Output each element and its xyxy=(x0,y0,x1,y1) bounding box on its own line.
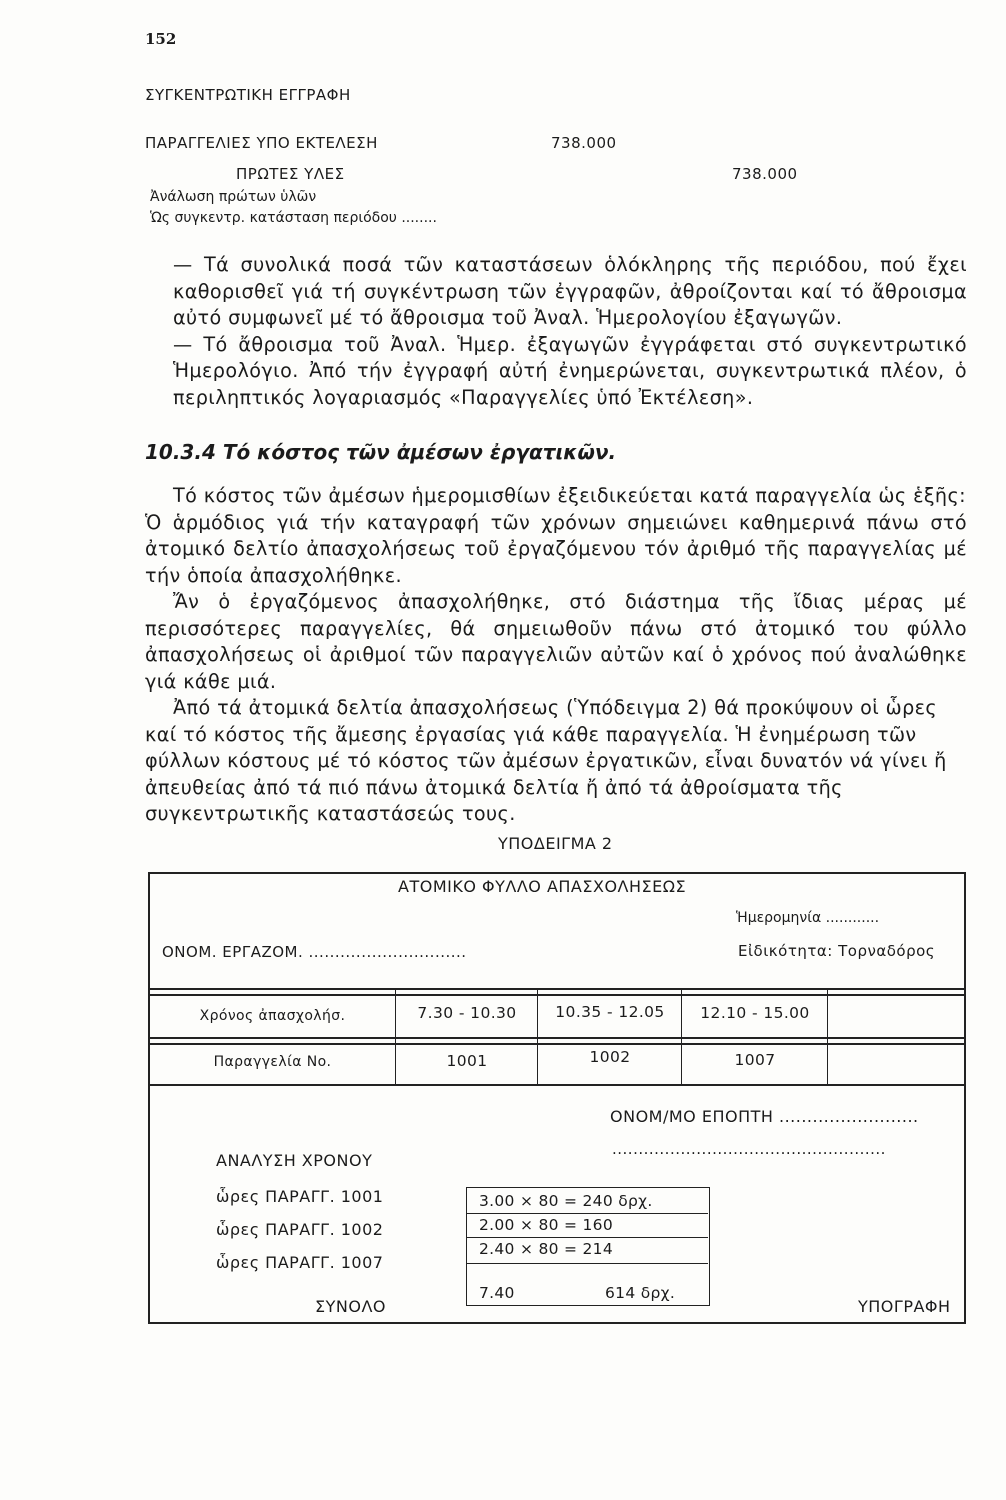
analysis-label-2: ὧρες ΠΑΡΑΓΓ. 1002 xyxy=(216,1220,384,1239)
total-label: ΣΥΝΟΛΟ xyxy=(315,1297,386,1316)
calc-row-3: 2.40 × 80 = 214 xyxy=(479,1240,614,1258)
paragraph-3: Ἄν ὁ ἐργαζόμενος ἀπασχολήθηκε, στό διάστημα τῆς ἴδιας μέρας μέ περισσότερες παραγγελίες, θά σημειωθοῦν πάνω στό ἀτομικό του φύλλο ἀπασχολήσεως οἱ ἀριθμοί τῶν παραγγελιῶν αὐτῶν καί ὁ χρόνος πού ἀναλώθηκε γιά κάθε μιά. xyxy=(145,590,967,693)
calc-row-2: 2.00 × 80 = 160 xyxy=(479,1216,614,1234)
debit-amount: 738.000 xyxy=(551,134,617,152)
table-col-divider xyxy=(537,988,538,1084)
paragraph-2: Ὁ ἁρμόδιος γιά τήν καταγραφή τῶν χρόνων σημειώνει καθημερινά πάνω στό ἀτομικό δελτίο ἀπασχολήσεως τοῦ ἐργαζόμενου τόν ἀριθμό τῆς παραγγελίας μέ τήν ὁποία ἀπασχολήθηκε. xyxy=(145,510,967,587)
table-mid-line xyxy=(148,1037,966,1039)
table-top-line-2 xyxy=(148,994,966,996)
debit-account: ΠΑΡΑΓΓΕΛΙΕΣ ΥΠΟ ΕΚΤΕΛΕΣΗ xyxy=(145,134,378,152)
order-3: 1007 xyxy=(734,1051,776,1069)
time-slot-3: 12.10 - 15.00 xyxy=(700,1004,810,1022)
paragraph-4: Ἀπό τά ἀτομικά δελτία ἀπασχολήσεως (Ὑπόδειγμα 2) θά προκύψουν οἱ ὧρες καί τό κόστος τῆς ἄμεσης ἐργασίας γιά κάθε παραγγελία. Ἡ ἐνημέρωση τῶν φύλλων κόστους μέ τό κόστος τῶν ἀμέσων ἐργατικῶν, εἶναι δυνατόν νά γίνει ἤ ἀπευθείας ἀπό τά πιό πάνω ἀτομικά δελτία ἤ ἀπό τά ἀθροίσματα τῆς συγκεντρωτικῆς καταστάσεώς τους. xyxy=(145,696,947,825)
page-number: 152 xyxy=(145,30,177,48)
table-col-divider xyxy=(681,988,682,1084)
entry-note-2: Ὡς συγκεντρ. κατάσταση περιόδου ........ xyxy=(150,210,437,226)
section-heading: 10.3.4 Τό κόστος τῶν ἀμέσων ἐργατικῶν. xyxy=(145,440,617,464)
bullet-list xyxy=(145,252,967,411)
calc-divider xyxy=(467,1213,708,1214)
table-col-divider xyxy=(827,988,828,1084)
employee-name-field: ΟΝΟΜ. ΕΡΓΑΖΟΜ. .............................. xyxy=(162,943,467,961)
signature-label: ΥΠΟΓΡΑΦΗ xyxy=(858,1297,951,1316)
table-col-divider xyxy=(395,988,396,1084)
analysis-label-3: ὧρες ΠΑΡΑΓΓ. 1007 xyxy=(216,1253,384,1272)
date-field: Ἡμερομηνία ............ xyxy=(736,910,880,926)
total-amount: 614 δρχ. xyxy=(605,1284,676,1302)
supervisor-field: ΟΝΟΜ/ΜΟ ΕΠΟΠΤΗ ......................... xyxy=(610,1107,919,1126)
paragraph-1: Τό κόστος τῶν ἀμέσων ἡμερομισθίων ἐξειδικεύεται κατά παραγγελία ὡς ἑξῆς: xyxy=(173,484,967,507)
body-text xyxy=(145,483,967,828)
entry-note-1: Ἀνάλωση πρώτων ὑλῶν xyxy=(150,189,317,205)
form-title: ΑΤΟΜΙΚΟ ΦΥΛΛΟ ΑΠΑΣΧΟΛΗΣΕΩΣ xyxy=(398,877,687,896)
section-title: ΣΥΓΚΕΝΤΡΩΤΙΚΗ ΕΓΓΡΑΦΗ xyxy=(145,86,351,104)
bullet-2: — Τό ἄθροισμα τοῦ Ἀναλ. Ἡμερ. ἐξαγωγῶν ἐγγράφεται στό συγκεντρωτικό Ἡμερολόγιο. Ἀπό τήν ἐγγραφή αὐτή ἐνημερώνεται, συγκεντρωτικά πλέον, ὁ περιληπτικός λογαριασμός «Παραγγελίες ὑπό Ἐκτέλεση». xyxy=(173,332,967,409)
order-2: 1002 xyxy=(589,1048,631,1066)
calc-divider xyxy=(467,1237,708,1238)
table-bottom-line xyxy=(148,1084,966,1086)
bullet-1: — Τά συνολικά ποσά τῶν καταστάσεων ὁλόκληρης τῆς περιόδου, πού ἔχει καθορισθεῖ γιά τή συγκέντρωση τῶν ἐγγραφῶν, ἀθροίζονται καί τό ἄθροισμα αὐτό συμφωνεῖ μέ τό ἄθροισμα τοῦ Ἀναλ. Ἡμερολογίου ἐξαγωγῶν. xyxy=(173,253,967,329)
order-1: 1001 xyxy=(446,1052,488,1070)
calc-divider xyxy=(467,1263,708,1264)
analysis-calc-box xyxy=(466,1187,710,1306)
time-row-label: Χρόνος ἀπασχολήσ. xyxy=(199,1008,346,1024)
analysis-label-1: ὧρες ΠΑΡΑΓΓ. 1001 xyxy=(216,1187,384,1206)
credit-account: ΠΡΩΤΕΣ ΥΛΕΣ xyxy=(236,165,345,183)
analysis-title: ΑΝΑΛΥΣΗ ΧΡΟΝΟΥ xyxy=(216,1151,373,1170)
time-slot-2: 10.35 - 12.05 xyxy=(555,1003,665,1021)
total-hours: 7.40 xyxy=(479,1284,515,1302)
table-mid-line-2 xyxy=(148,1043,966,1045)
credit-amount: 738.000 xyxy=(732,165,798,183)
specialty-field: Εἰδικότητα: Τορναδόρος xyxy=(738,942,936,960)
calc-row-1: 3.00 × 80 = 240 δρχ. xyxy=(479,1192,653,1210)
order-row-label: Παραγγελία Νο. xyxy=(213,1054,332,1070)
table-top-line xyxy=(148,988,966,990)
time-slot-1: 7.30 - 10.30 xyxy=(417,1004,517,1022)
supervisor-dots: .................................................... xyxy=(612,1140,886,1158)
example-label: ΥΠΟΔΕΙΓΜΑ 2 xyxy=(498,834,613,853)
